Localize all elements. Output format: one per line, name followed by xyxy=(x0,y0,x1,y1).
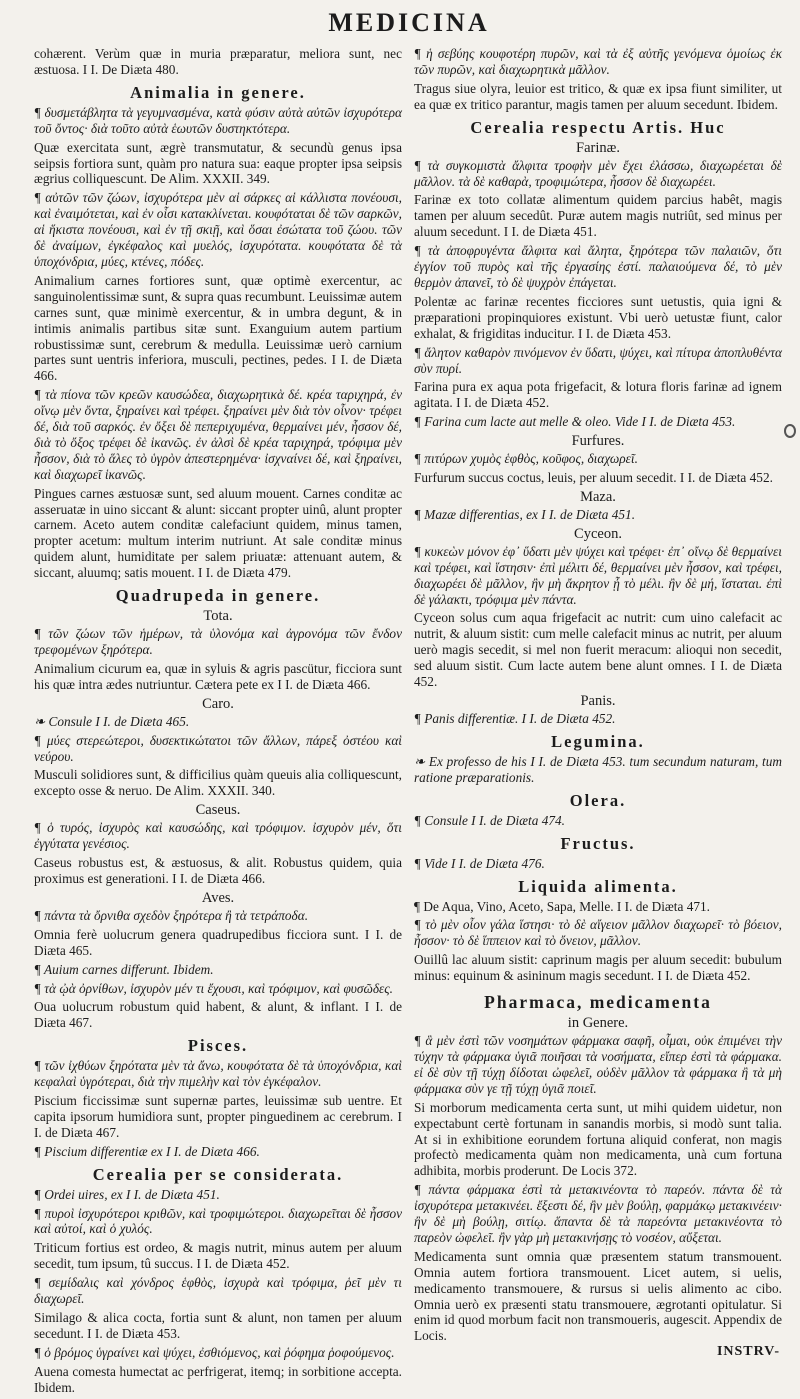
latin-paragraph: Omnia ferè uolucrum genera quadrupedibus ficciora sunt. I I. de Diæta 465. xyxy=(34,926,402,958)
latin-paragraph: Pingues carnes æstuosæ sunt, sed aluum mouent. Carnes conditæ ac asseruatæ in uino siccant & alunt: siccant propter uinû, alunt propter carnem. Aceto autem conditæ calefaciunt quidem, minus tamen, propter acetum: multum interim nutriunt. At sale conditæ minus quidem alunt, humiditate per salem priuatæ: attenuant autem, & siccant, aluumq; satis mouent. I I. de Diæta 479. xyxy=(34,485,402,581)
section-heading: Animalia in genere. xyxy=(130,82,306,102)
latin-paragraph: Tragus siue olyra, leuior est tritico, & quæ ex ipsa fiunt similiter, ut ea quæ ex tritico parantur, magis tamen per aluum secedunt. Ibidem. xyxy=(414,80,782,112)
section-heading: Cerealia per se considerata. xyxy=(92,1164,344,1184)
greek-paragraph: ¶ πιτύρων χυμὸς ἑφθὸς, κοῦφος, διαχωρεῖ. xyxy=(414,451,638,467)
latin-paragraph: Animalium cicurum ea, quæ in syluis & agris pascütur, ficciora sunt his quæ intra ædes nutriuntur. Cætera pete ex I I. de Diæta 466. xyxy=(34,660,402,692)
greek-paragraph: ¶ τῶν ἰχθύων ξηρότατα μὲν τὰ ἄνω, κουφότατα δὲ τὰ ὑποχόνδρια, καὶ κεφαλαὶ ὑγρότεραι, διὰ τὴν πιμελὴν καὶ τὸν ἐγκέφαλον. xyxy=(34,1058,402,1090)
latin-paragraph: Medicamenta sunt omnia quæ præsentem statum transmouent. Omnia autem fortiora transmouent. Licet autem, si uelis, medicamento transmouere, & rursus si uelis alimento ac cibo. Omnia uerò ex præsenti statu transmouere, ægrotanti opitulatur. Si enim id quod morbum facit non transmoueris, augescit. Appendix de Locis. xyxy=(414,1248,782,1344)
latin-paragraph: ¶ De Aqua, Vino, Aceto, Sapa, Melle. I I. de Diæta 471. xyxy=(414,898,710,914)
cross-reference: ¶ Panis differentiæ. I I. de Diæta 452. xyxy=(414,711,616,726)
greek-paragraph: ¶ αὐτῶν τῶν ζώων, ἰσχυρότερα μὲν αἱ σάρκες αἱ κάλλιστα πονέουσι, καὶ ἐναιμότεται, καὶ ἐν οἷσι κατακλίνεται. κουφόταται δὲ τῶν σαρκῶν, αἱ ἥκιστα πονέουσι, καὶ ἐν τῇ σκιῇ, καὶ ὅσαι ἐσώτατα τοῦ ζώου. τῶν δὲ ἀναίμων, ἐγκέφαλος καὶ μυελός, ἰσχυρότατα. κουφότατα δὲ τὰ ὑποχόνδρια, μύες, κτένες, πόδες. xyxy=(34,190,402,269)
cross-reference: ¶ Farina cum lacte aut melle & oleo. Vide I I. de Diæta 453. xyxy=(414,414,736,430)
greek-paragraph: ¶ τὰ ἀποφρυγέντα ἄλφιτα καὶ ἄλητα, ξηρότερα τῶν παλαιῶν, ὅτι ἐγγίον τοῦ πυρὸς καὶ τῆς ἐργασίης ἐστί. παλαιούμενα δέ, τὸ μὲν θερμὸν ἀπανεῖ, τὸ δὲ ψυχρὸν ἐπάγεται. xyxy=(414,243,782,290)
latin-paragraph: Piscium ficcissimæ sunt supernæ partes, leuissimæ sub uentre. Et capita ipsorum humidiora sunt, propter pinguedinem ac cerebrum. I I. de Diæta 467. xyxy=(34,1093,402,1140)
latin-paragraph: Musculi solidiores sunt, & difficilius quàm queuis alia colliquescunt, excepto osse & neruo. De Alim. XXXII. 340. xyxy=(34,767,402,799)
latin-paragraph: Triticum fortius est ordeo, & magis nutrit, minus autem per aluum secedit, tum ipsum, tû succus. I I. de Diæta 452. xyxy=(34,1240,402,1272)
catchword: INSTRV- xyxy=(716,1344,780,1359)
latin-paragraph: Furfurum succus coctus, leuis, per aluum secedit. I I. de Diæta 452. xyxy=(414,470,773,486)
greek-paragraph: ¶ ὁ βρόμος ὑγραίνει καὶ ψύχει, ἐσθιόμενος, καὶ ῥόφημα ῥοφούμενος. xyxy=(34,1344,395,1360)
latin-paragraph: Animalium carnes fortiores sunt, quæ optimè exercentur, ac sanguinolentissimæ sunt, & supra quas recumbunt. Leuissimæ autem carnes sunt, quæ minimè exercentur, & in umbra degunt, & in intimis animalis partibus sitæ sunt. Exanguium autem partium robustissimæ sunt, cerebrum & medulla. Leuissimæ uerò carnium partes sunt uentris inferiora, musculi, pectines, pedes. I I. de Diæta 466. xyxy=(34,272,402,384)
greek-paragraph: ¶ πυροὶ ἰσχυρότεροι κριθῶν, καὶ τροφιμώτεροι. διαχωρεῖται δὲ ἧσσον καὶ αὐτοί, καὶ ὁ χυλός. xyxy=(34,1205,402,1237)
greek-paragraph: ¶ πάντα τὰ ὄρνιθα σχεδὸν ξηρότερα ἢ τὰ τετράποδα. xyxy=(34,907,309,923)
greek-paragraph: ¶ ὁ τυρός, ἰσχυρὸς καὶ καυσώδης, καὶ τρόφιμον. ἰσχυρὸν μέν, ὅτι ἐγγύτατα γενέσιος. xyxy=(34,820,402,852)
latin-paragraph: Cyceon solus cum aqua frigefacit ac nutrit: cum uino calefacit ac nutrit, & aluum sistit: cum melle calefacit minus ac nutrit, per aluum uerò magis secedit, si mel non fuerit meracum: alioqui non secedit, sed aluum sistit. Cum lacte autem bene alunt omnes. I I. de Diæta 452. xyxy=(414,610,782,690)
subsection-heading: Caro. xyxy=(202,695,234,712)
greek-paragraph: ¶ μύες στερεώτεροι, δυσεκτικώτατοι τῶν ἄλλων, πάρεξ ὀστέου καὶ νεύρου. xyxy=(34,732,402,764)
subsection-heading: in Genere. xyxy=(567,1015,629,1032)
greek-paragraph: ¶ σεμίδαλις καὶ χόνδρος ἑφθὸς, ἰσχυρὰ καὶ τρόφιμα, ῥεῖ μὲν τι διαχωρεῖ. xyxy=(34,1275,402,1307)
right-column xyxy=(414,46,782,1399)
greek-paragraph: ¶ πάντα φάρμακα ἐστὶ τὰ μετακινέοντα τὸ παρεόν. πάντα δὲ τὰ ἰσχυρότερα μετακινέει. ἔξεστι δέ, ἢν μὲν βούλῃ, φαρμάκῳ μετακινέειν· ἢν δὲ μὴ βούλῃ, σιτίῳ. ἅπαντα δὲ τὰ παρεόντα μετακινέοντα τὸ παρεὸν ὠφελεῖ. ἢν γὰρ μὴ μετακινήσῃς τὸ νοσέον, αὔξεται. xyxy=(414,1182,782,1245)
cross-reference: ¶ Mazæ differentias, ex I I. de Diæta 451. xyxy=(414,506,636,522)
greek-paragraph: ¶ κυκεὼν μόνον ἐφ᾽ ὕδατι μὲν ψύχει καὶ τρέφει· ἐπ᾽ οἴνῳ δὲ θερμαίνει καὶ τρέφει, καὶ ἵστησιν· ἐπὶ μέλιτι δέ, θερμαίνει μὲν ἧσσον, καὶ τρέφει, διαχωρέει δὲ μᾶλλον, ἢν μὴ ἄκρητον ᾖ τὸ μέλι. ἢν δὲ μή, ἵσταται. ἐπὶ δὲ γάλακτι, τρόφιμα μὲν πάντα. xyxy=(414,543,782,607)
section-heading: Pharmaca, medicamenta xyxy=(484,992,712,1013)
left-column xyxy=(34,46,402,1399)
subsection-heading: Farinæ. xyxy=(576,139,620,156)
greek-paragraph: ¶ ἡ σεβύης κουφοτέρη πυρῶν, καὶ τὰ ἐξ αὐτῆς γενόμενα ὁμοίως ἐκ τῶν πυρῶν, καὶ διαχωρητικὰ μᾶλλον. xyxy=(414,46,782,77)
subsection-heading: Panis. xyxy=(580,693,616,709)
section-heading: Pisces. xyxy=(187,1036,249,1056)
latin-paragraph: Polentæ ac farinæ recentes ficciores sunt uetustis, quia igni & præparationi propinquiores existunt. Vbi uerò uetustæ fiunt, calor exhalat, & frigiditas inducitur. I I. de Diæta 453. xyxy=(414,293,782,341)
latin-paragraph: Caseus robustus est, & æstuosus, & alit. Robustus quidem, quia proximus est generationi. I I. de Diæta 466. xyxy=(34,855,402,886)
subsection-heading: Tota. xyxy=(203,608,233,625)
greek-paragraph: ¶ δυσμετάβλητα τὰ γεγυμνασμένα, κατὰ φύσιν αὐτὰ αὐτῶν ἰσχυρότερα τοῦ ὄντος· διὰ τοῦτο αὐτὰ ἑωυτῶν δυστηκτότερα. xyxy=(34,104,402,136)
greek-paragraph: ¶ ἄλητον καθαρὸν πινόμενον ἐν ὕδατι, ψύχει, καὶ πίτυρα ἀποπλυθέντα σὺν πυρί. xyxy=(414,344,782,376)
section-heading: Quadrupeda in genere. xyxy=(115,586,321,606)
cross-reference: ¶ Piscium differentiæ ex I I. de Diæta 466. xyxy=(34,1143,260,1159)
latin-paragraph: Auena comesta humectat ac perfrigerat, itemq; in sorbitione accepta. Ibidem. xyxy=(34,1363,402,1395)
cross-reference: ¶ Consule I I. de Diæta 474. xyxy=(414,812,565,828)
subsection-heading: Furfures. xyxy=(571,433,625,450)
binding-hole xyxy=(784,424,796,438)
greek-paragraph: ¶ τὰ πίονα τῶν κρεῶν καυσώδεα, διαχωρητικὰ δέ. κρέα ταριχηρά, ἐν οἴνῳ μὲν ὄντα, ξηραίνει καὶ τρέφει. ξηραίνει μὲν διὰ τὸν οἶνον· τρέφει δέ, διὰ τοῦ σαρκός. ἐν ὄξει δὲ πεπεριχυμένα, θερμαίνει μέν, ἧσσον δέ, διὰ τὸ ὄξος τρέφει δὲ ἱκανῶς. ἐν ἁλσὶ δὲ κρέα ταριχηρά, τρόφιμα μὲν ἧσσον, διὰ τὸ ἅλες τὸ ὑγρὸν ἀπεστερημένα· ἰσχναίνει δέ, καὶ ξηραίνει, καὶ διαχωρεῖ ἱκανῶς. xyxy=(34,387,402,482)
cross-reference: ¶ Vide I I. de Diæta 476. xyxy=(414,855,545,871)
greek-paragraph: ¶ τὸ μὲν οἶον γάλα ἵστησι· τὸ δὲ αἴγειον μᾶλλον διαχωρεῖ· τὸ βόειον, ἧσσον· τὸ δὲ ἵππειον καὶ τὸ ὄνειον, μᾶλλον. xyxy=(414,917,782,949)
running-head: MEDICINA xyxy=(328,8,490,37)
greek-paragraph: ¶ τὰ ᾠὰ ὀρνίθων, ἰσχυρὸν μέν τι ἔχουσι, καὶ τρόφιμον, καὶ φυσῶδες. xyxy=(34,980,393,996)
subsection-heading: Caseus. xyxy=(195,802,241,819)
section-heading: Fructus. xyxy=(560,833,636,853)
cross-reference: ❧ Consule I I. de Diæta 465. xyxy=(34,713,190,729)
subsection-heading: Aves. xyxy=(201,889,235,906)
greek-paragraph: ¶ τῶν ζώων τῶν ἡμέρων, τὰ ὑλονόμα καὶ ἀγρονόμα τῶν ἔνδον τρεφομένων ξηρότερα. xyxy=(34,626,402,657)
latin-paragraph: Quæ exercitata sunt, ægrè transmutatur, & secundù genus ipsa seipsis fortiora sunt, quàm pro natura sua: eaque propter ipsa seipsis ægrius colliquescunt. De Alim. XXXII. 349. xyxy=(34,139,402,187)
text-columns xyxy=(34,46,784,1399)
greek-paragraph: ¶ τὰ συγκομιστὰ ἄλφιτα τροφὴν μὲν ἔχει ἐλάσσω, διαχωρέεται δὲ μᾶλλον. τὰ δὲ καθαρὰ, τροφιμώτερα, ἧσσον δὲ διαχωρέει. xyxy=(414,157,782,189)
latin-paragraph: cohærent. Verùm quæ in muria præparatur, meliora sunt, nec æstuosa. I I. De Diæta 480. xyxy=(34,46,402,77)
cross-reference: ❧ Ex professo de his I I. de Diæta 453. tum secundum naturam, tum ratione præparationis. xyxy=(414,753,782,785)
latin-paragraph: Similago & alica cocta, fortia sunt & alunt, non tamen per aluum secedunt. I I. de Diæta 453. xyxy=(34,1310,402,1341)
latin-paragraph: Si morborum medicamenta certa sunt, ut mihi quidem uidetur, non expectabunt certè fortunam in sanandis morbis, si modò sunt talia. At si in exhibitione eorundem fortuna aliquid conferat, non magis profectò medicamenta quàm non medicamenta, unà cum fortuna adhibita, morbis proderunt. De Locis 372. xyxy=(414,1099,782,1179)
section-heading: Cerealia respectu Artis. Huc xyxy=(470,117,726,137)
section-heading: Olera. xyxy=(569,790,627,810)
latin-paragraph: Farinæ ex toto collatæ alimentum quidem parcius habêt, magis tamen per aluum secedût. Puræ autem magis nutriût, sed minus per aluum secedunt. I I. de Diæta 451. xyxy=(414,192,782,240)
section-heading: Liquida alimenta. xyxy=(518,876,678,896)
cross-reference: ¶ Auium carnes differunt. Ibidem. xyxy=(34,961,214,977)
latin-paragraph: Oua uolucrum robustum quid habent, & alunt, & inflant. I I. de Diæta 467. xyxy=(34,999,402,1031)
latin-paragraph: Ouillû lac aluum sistit: caprinum magis per aluum secedit: bubulum minus: equinum & asininum magis secedunt. I I. de Diæta 452. xyxy=(414,952,782,984)
subsection-heading: Maza. xyxy=(580,488,616,505)
section-heading: Legumina. xyxy=(551,731,645,751)
subsection-heading: Cyceon. xyxy=(574,525,622,542)
latin-paragraph: Farina pura ex aqua pota frigefacit, & lotura floris farinæ ad ignem agitata. I I. de Diæta 452. xyxy=(414,379,782,411)
greek-paragraph: ¶ ἃ μὲν ἐστὶ τῶν νοσημάτων φάρμακα σαφῆ, οἶμαι, οὐκ ἐπιμένει τὴν τύχην τὰ φάρμακα ὑγιᾶ ποιῆσαι τὰ νοσήματα, εἴπερ ἐστὶ τὰ φάρμακα. εἰ δὲ σὺν τῇ τύχῃ δίδοται ὠφελεῖ, οὐδὲν μᾶλλον τὰ φάρμακα ἢ τὰ μὴ φάρμακα σὺν γε τῇ τύχῃ ὑγιᾶ ποιεῖ. xyxy=(414,1033,782,1096)
cross-reference: ¶ Ordei uires, ex I I. de Diæta 451. xyxy=(34,1186,220,1202)
